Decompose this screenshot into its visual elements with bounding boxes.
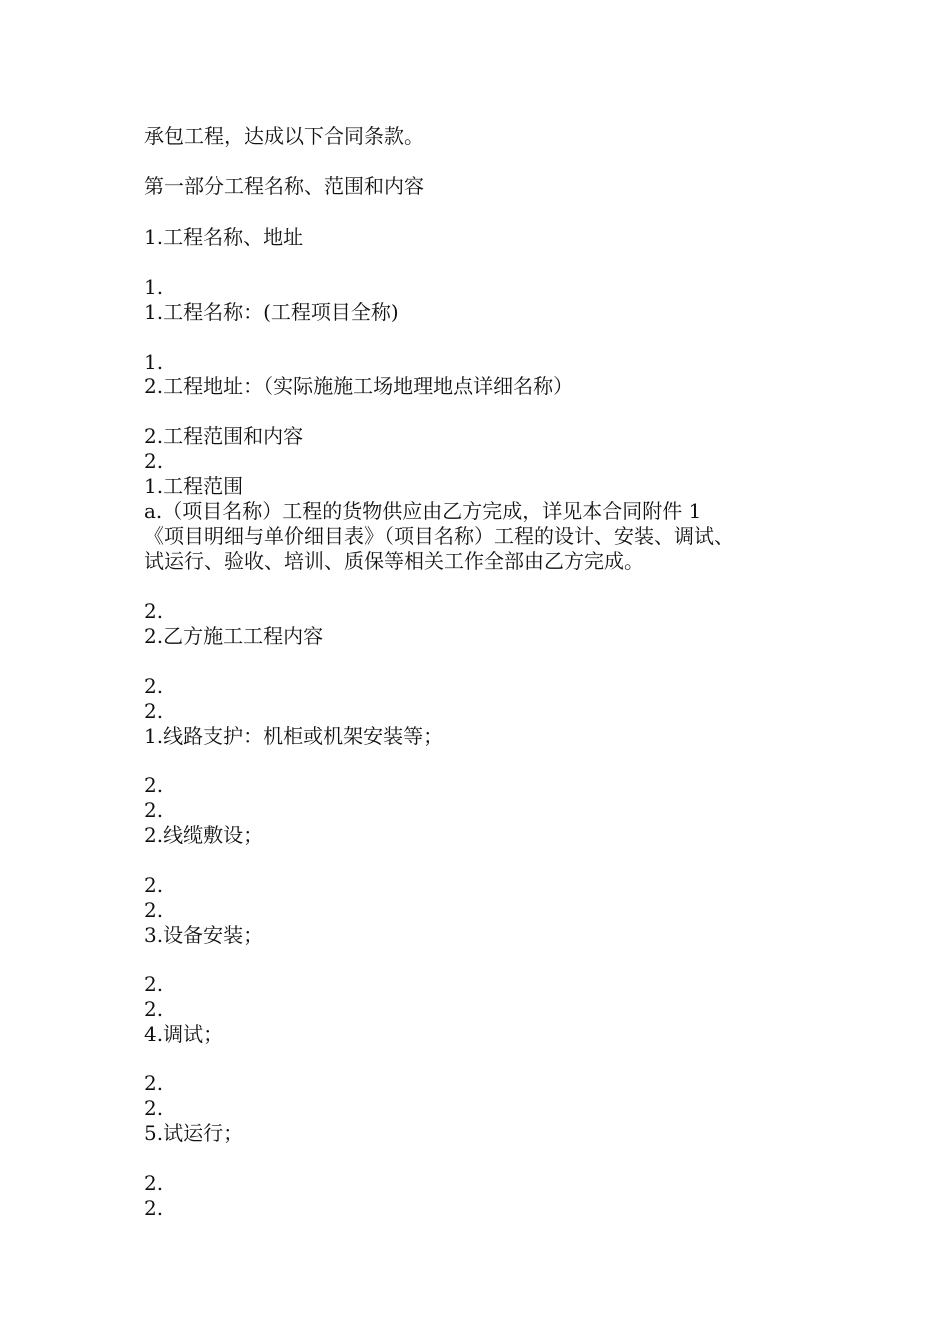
text-line: 2. xyxy=(144,1096,164,1120)
text-line: 2.工程地址：（实际施施工场地理地点详细名称） xyxy=(144,374,574,398)
text-line: 2.工程范围和内容 xyxy=(144,424,304,448)
text-line: 2.乙方施工工程内容 xyxy=(144,624,324,648)
text-line: 2. xyxy=(144,674,164,698)
text-line: 1.工程范围 xyxy=(144,474,244,498)
paragraph-line: 《项目明细与单价细目表》（项目名称）工程的设计、安装、调试、 xyxy=(144,524,734,548)
text-line: 2. xyxy=(144,773,164,797)
text-line: 2. xyxy=(144,898,164,922)
section-heading: 第一部分工程名称、范围和内容 xyxy=(144,174,424,198)
text-line: 1. xyxy=(144,350,164,374)
paragraph-line: a.（项目名称）工程的货物供应由乙方完成，详见本合同附件 1 xyxy=(144,499,702,523)
text-line: 4.调试； xyxy=(144,1022,224,1046)
text-line: 2. xyxy=(144,798,164,822)
text-line: 2. xyxy=(144,1196,164,1220)
text-line: 2. xyxy=(144,997,164,1021)
text-line: 2. xyxy=(144,599,164,623)
text-line: 1.线路支护：机柜或机架安装等； xyxy=(144,724,444,748)
text-line: 2. xyxy=(144,449,164,473)
text-line: 3.设备安装； xyxy=(144,923,264,947)
text-line: 2. xyxy=(144,1171,164,1195)
text-line: 1. xyxy=(144,275,164,299)
text-line: 2.线缆敷设； xyxy=(144,823,264,847)
text-line: 2. xyxy=(144,873,164,897)
text-line: 5.试运行； xyxy=(144,1121,244,1145)
text-line: 承包工程，达成以下合同条款。 xyxy=(144,124,424,148)
text-line: 2. xyxy=(144,972,164,996)
text-line: 2. xyxy=(144,699,164,723)
paragraph-line: 试运行、验收、培训、质保等相关工作全部由乙方完成。 xyxy=(144,549,644,573)
text-line: 1.工程名称：(工程项目全称) xyxy=(144,300,399,324)
text-line: 1.工程名称、地址 xyxy=(144,225,304,249)
text-line: 2. xyxy=(144,1071,164,1095)
